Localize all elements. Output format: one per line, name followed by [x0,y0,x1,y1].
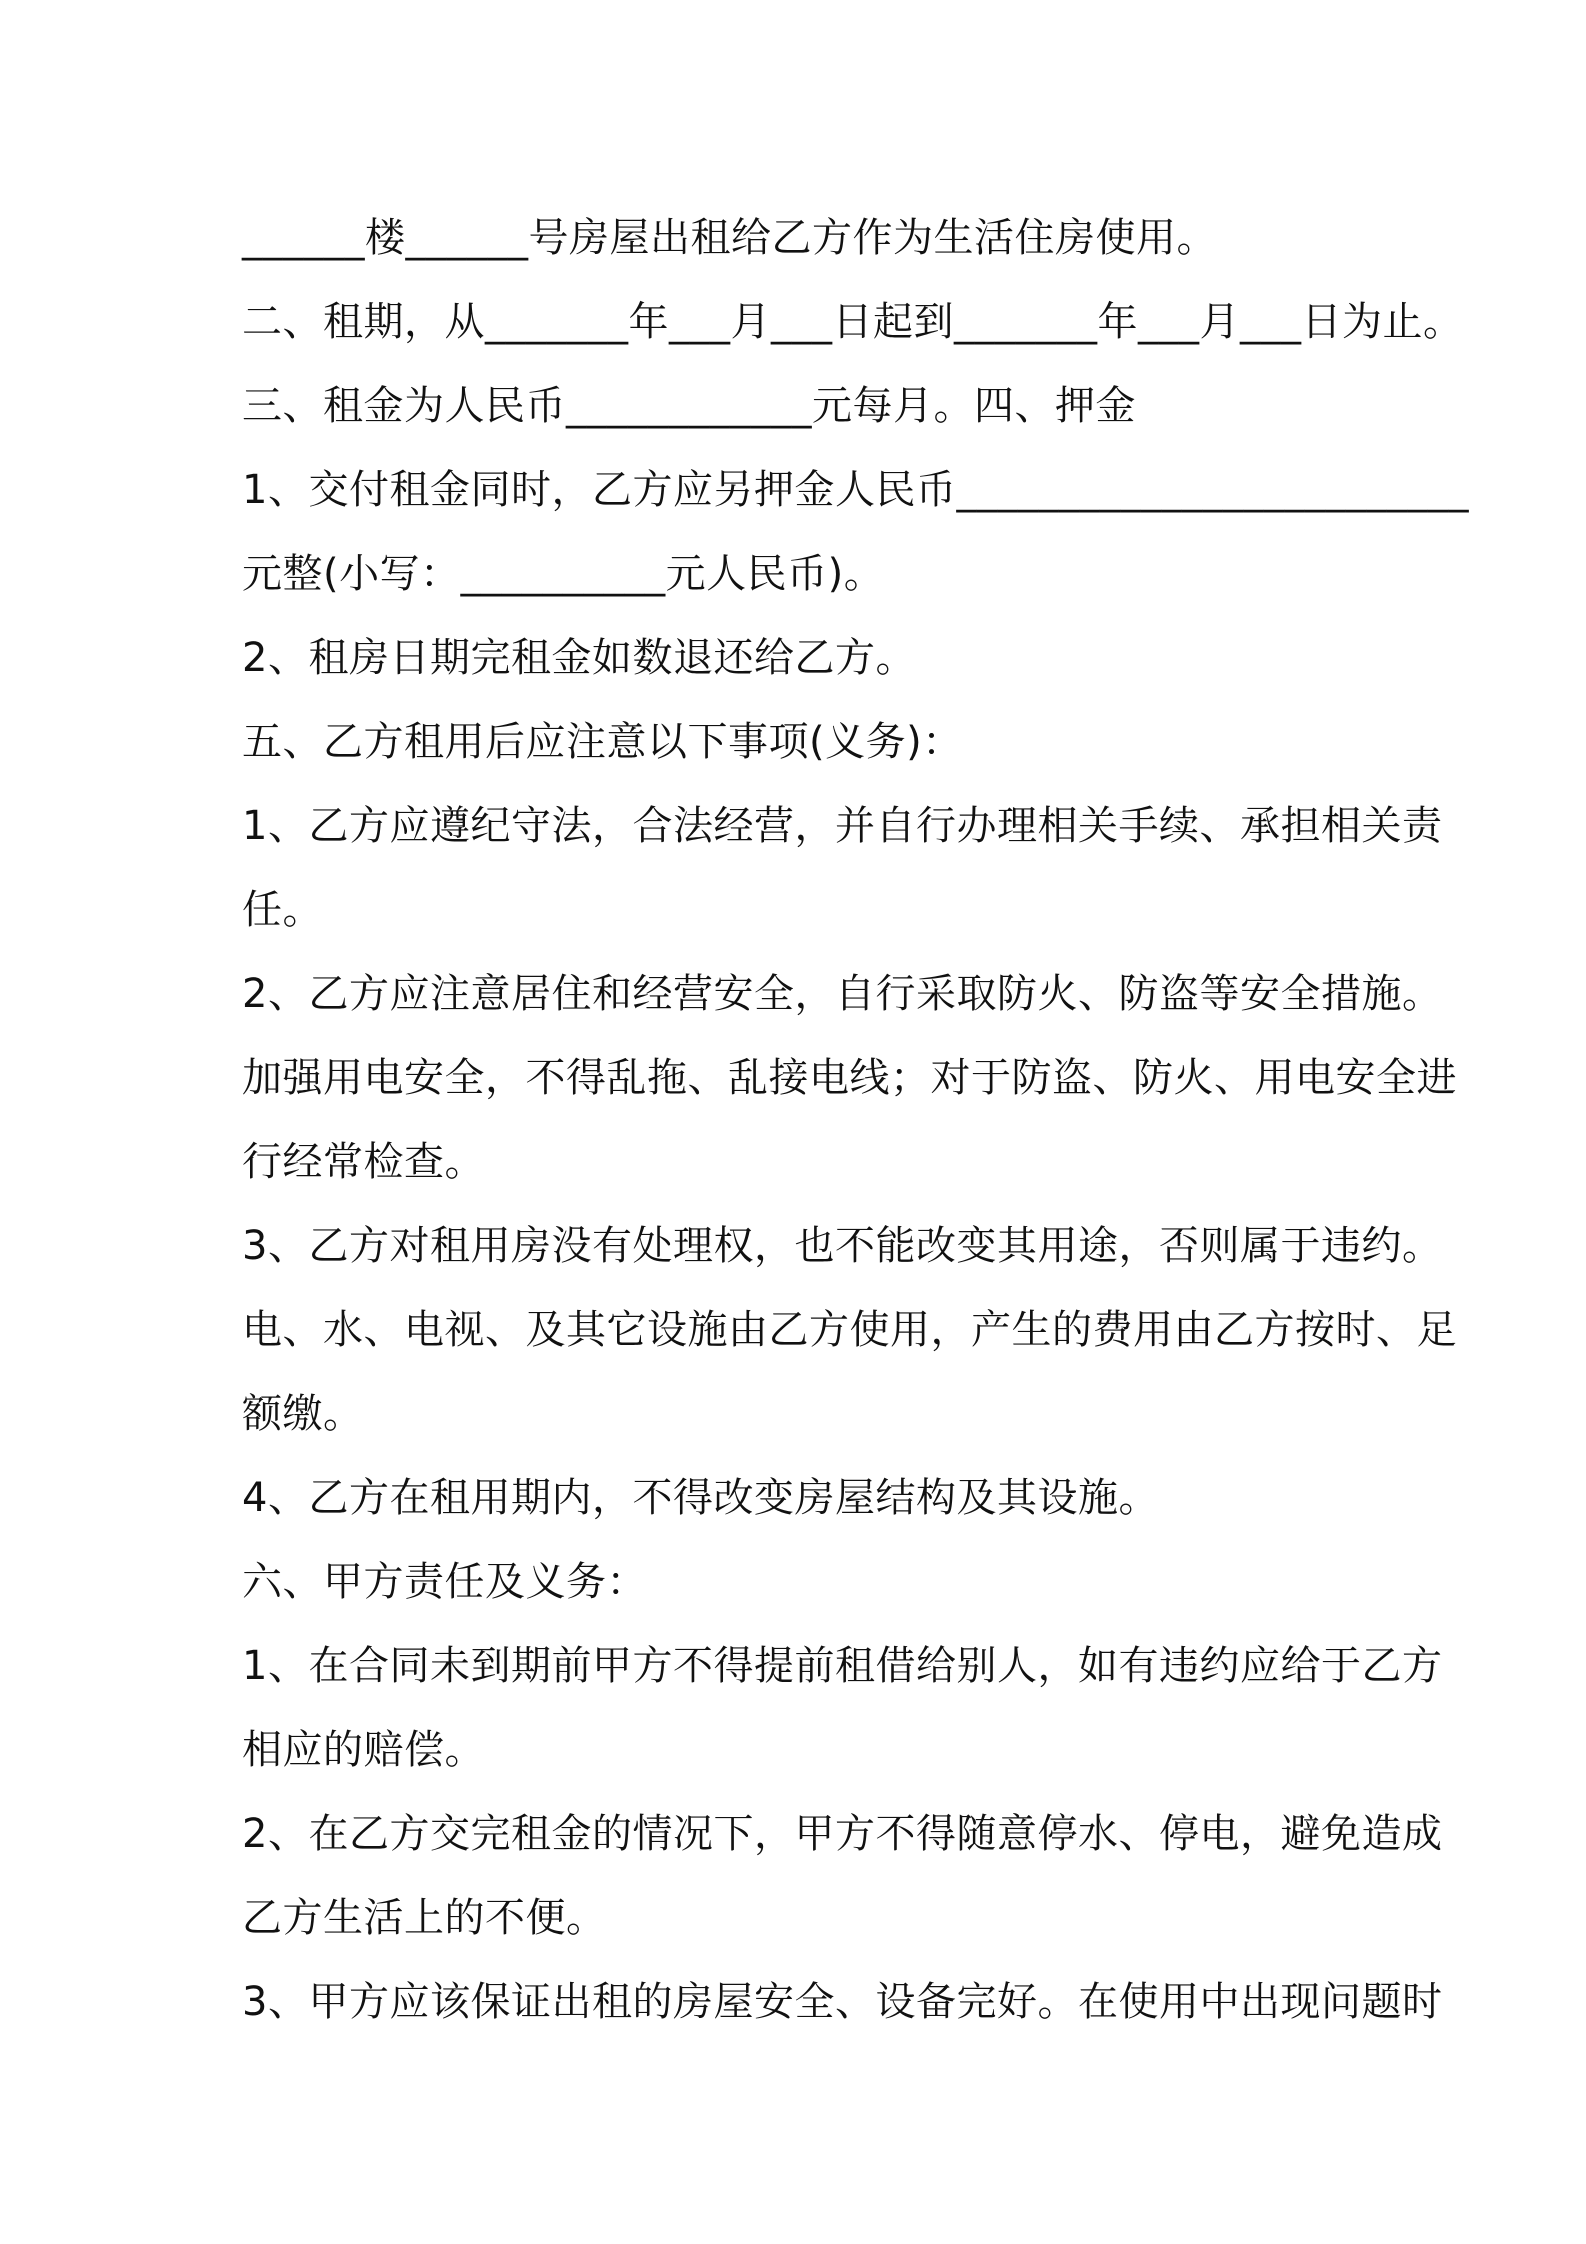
text-line: 2、租房日期完租金如数退还给乙方。 [242,635,916,681]
text-line: 五、乙方租用后应注意以下事项(义务)： [242,719,963,765]
text-line: 4、乙方在租用期内，不得改变房屋结构及其设施。 [242,1475,1159,1521]
text-line: 电、水、电视、及其它设施由乙方使用，产生的费用由乙方按时、足 [242,1307,1457,1353]
text-line: 乙方生活上的不便。 [242,1895,607,1941]
text-line: 2、在乙方交完租金的情况下，甲方不得随意停水、停电，避免造成 [242,1811,1443,1857]
text-line: 3、甲方应该保证出租的房屋安全、设备完好。在使用中出现问题时 [242,1979,1443,2025]
text-line: 2、乙方应注意居住和经营安全，自行采取防火、防盗等安全措施。 [242,971,1443,1017]
text-line: 元整(小写：__________元人民币)。 [242,551,885,597]
document-body [242,196,1469,2044]
text-line: 1、在合同未到期前甲方不得提前租借给别人，如有违约应给于乙方 [242,1643,1443,1689]
text-line: 三、租金为人民币____________元每月。四、押金 [242,383,1136,429]
text-line: 相应的赔偿。 [242,1727,485,1773]
text-line: 1、乙方应遵纪守法，合法经营，并自行办理相关手续、承担相关责 [242,803,1443,849]
text-line: 二、租期，从_______年___月___日起到_______年___月___日为止。 [242,299,1464,345]
text-line: 额缴。 [242,1391,364,1437]
text-line: 3、乙方对租用房没有处理权，也不能改变其用途，否则属于违约。 [242,1223,1443,1269]
text-line: 行经常检查。 [242,1139,485,1185]
text-line: 加强用电安全，不得乱拖、乱接电线；对于防盗、防火、用电安全进 [242,1055,1457,1101]
text-line: ______楼______号房屋出租给乙方作为生活住房使用。 [242,215,1217,261]
text-line: 任。 [242,887,323,933]
text-line: 六、甲方责任及义务： [242,1559,647,1605]
text-line: 1、交付租金同时，乙方应另押金人民币_________________________ [242,467,1469,513]
